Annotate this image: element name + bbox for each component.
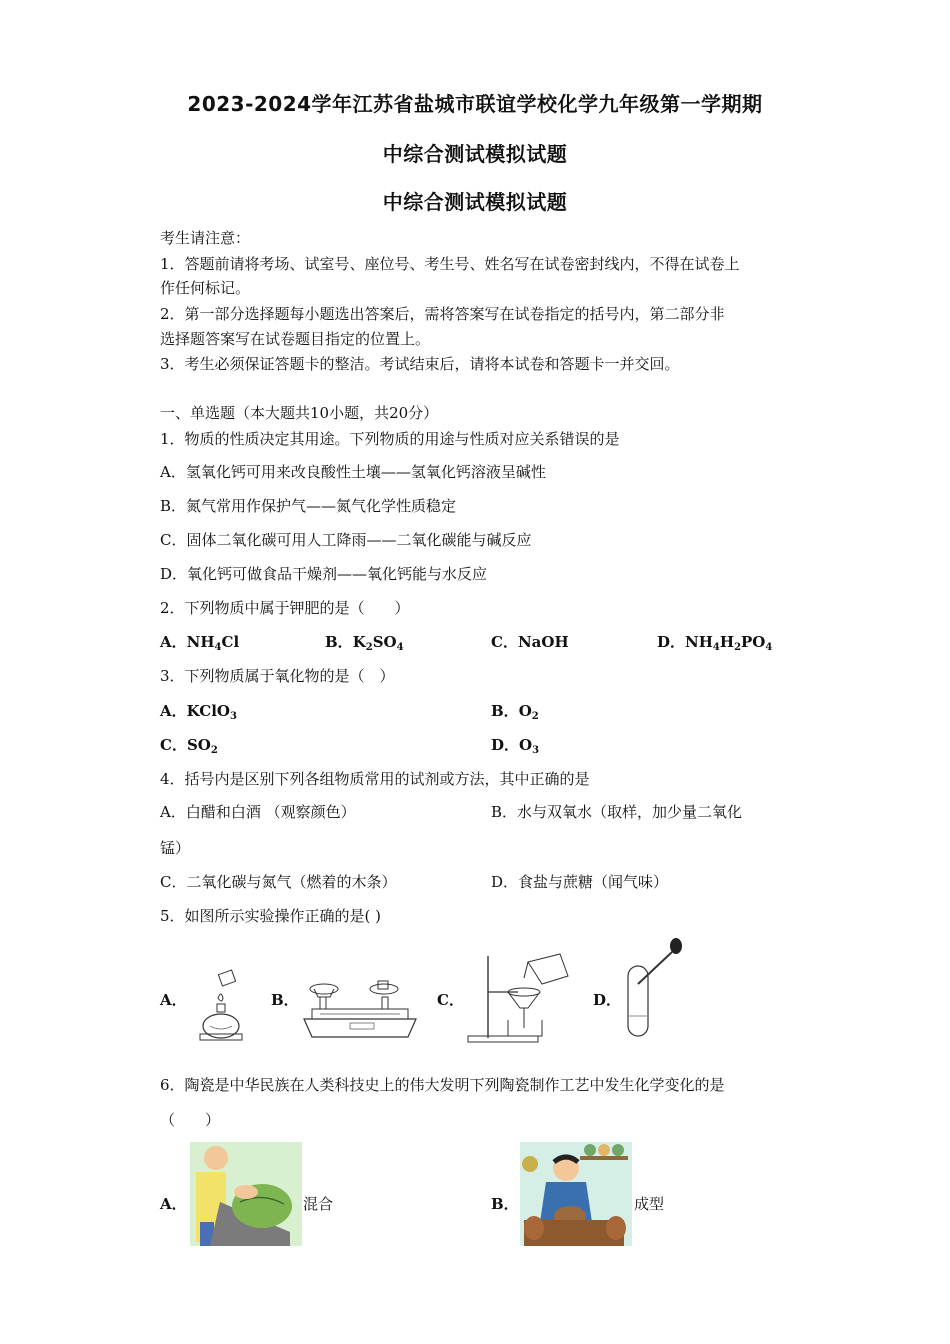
q4-option-a: A．白醋和白酒 （观察颜色） — [160, 803, 356, 821]
q2-stem: 2．下列物质中属于钾肥的是（ ） — [160, 599, 410, 617]
notice-item-3: 3．考生必须保证答题卡的整洁。考试结束后，请将本试卷和答题卡一并交回。 — [160, 355, 680, 373]
q4-option-d: D．食盐与蔗糖（闻气味） — [491, 873, 669, 891]
q1-option-c: C．固体二氧化碳可用人工降雨——二氧化碳能与碱反应 — [160, 531, 532, 549]
notice-item-2: 2．第一部分选择题每小题选出答案后，需将答案写在试卷指定的括号内，第二部分非 — [160, 305, 725, 323]
q1-option-b: B．氮气常用作保护气——氮气化学性质稳定 — [160, 497, 457, 515]
q6-paren: （ ） — [160, 1111, 221, 1129]
q5-option-a-label: A． — [160, 991, 187, 1009]
q1-stem: 1．物质的性质决定其用途。下列物质的用途与性质对应关系错误的是 — [160, 430, 620, 448]
q2-option-c: C．NaOH — [491, 633, 569, 651]
q5-option-b-label: B． — [271, 991, 299, 1009]
q3-option-c: C．$SO_2$ — [160, 736, 218, 756]
notice-heading: 考生请注意： — [160, 229, 251, 247]
q4-option-b-cont: 锰） — [160, 839, 191, 857]
q4-option-b: B．水与双氧水（取样，加少量二氧化 — [491, 803, 743, 821]
q6-option-b-label: B． — [491, 1195, 519, 1213]
q3-option-a: A．KClO$_3$ — [160, 702, 237, 722]
q6-stem: 6．陶瓷是中华民族在人类科技史上的伟大发明下列陶瓷制作工艺中发生化学变化的是 — [160, 1076, 725, 1094]
alcohol-lamp-figure — [196, 968, 246, 1048]
filtration-figure — [464, 948, 574, 1046]
dropper-test-tube-figure — [618, 936, 688, 1050]
q5-option-c-label: C． — [437, 991, 464, 1009]
notice-item-1-cont: 作任何标记。 — [160, 279, 251, 297]
exam-title-line3: 中综合测试模拟试题 — [382, 190, 568, 214]
q2-option-a: A．$NH_4Cl$ — [160, 633, 240, 653]
q5-option-d-label: D． — [593, 991, 622, 1009]
mixing-clay-image — [190, 1142, 302, 1246]
q6-option-b-text: 成型 — [634, 1195, 665, 1213]
notice-item-2-cont: 选择题答案写在试卷题目指定的位置上。 — [160, 330, 431, 348]
q3-option-d: D．$O_3$ — [491, 736, 540, 756]
q3-stem: 3．下列物质属于氧化物的是（ ） — [160, 667, 395, 685]
q1-option-d: D．氧化钙可做食品干燥剂——氧化钙能与水反应 — [160, 565, 488, 583]
balance-scale-figure — [300, 975, 420, 1045]
q3-option-b: B．$O_2$ — [491, 702, 539, 722]
notice-item-1: 1．答题前请将考场、试室号、座位号、考生号、姓名写在试卷密封线内，不得在试卷上 — [160, 255, 740, 273]
q4-stem: 4．括号内是区别下列各组物质常用的试剂或方法，其中正确的是 — [160, 770, 590, 788]
shaping-pottery-image — [520, 1142, 632, 1246]
q4-option-c: C．二氧化碳与氮气（燃着的木条） — [160, 873, 397, 891]
section-heading: 一、单选题（本大题共10小题，共20分） — [160, 404, 439, 422]
q6-option-a-label: A． — [160, 1195, 187, 1213]
exam-title-line2: 中综合测试模拟试题 — [382, 142, 568, 166]
exam-title-line1: 2023-2024学年江苏省盐城市联谊学校化学九年级第一学期期 — [187, 92, 763, 116]
q6-option-a-text: 混合 — [303, 1195, 334, 1213]
q2-option-b: B．$K_2SO_4$ — [325, 633, 404, 653]
q2-option-d: D．$NH_4H_2PO_4$ — [657, 633, 773, 653]
q1-option-a: A．氢氧化钙可用来改良酸性土壤——氢氧化钙溶液呈碱性 — [160, 463, 546, 481]
q5-stem: 5．如图所示实验操作正确的是( ) — [160, 907, 382, 925]
